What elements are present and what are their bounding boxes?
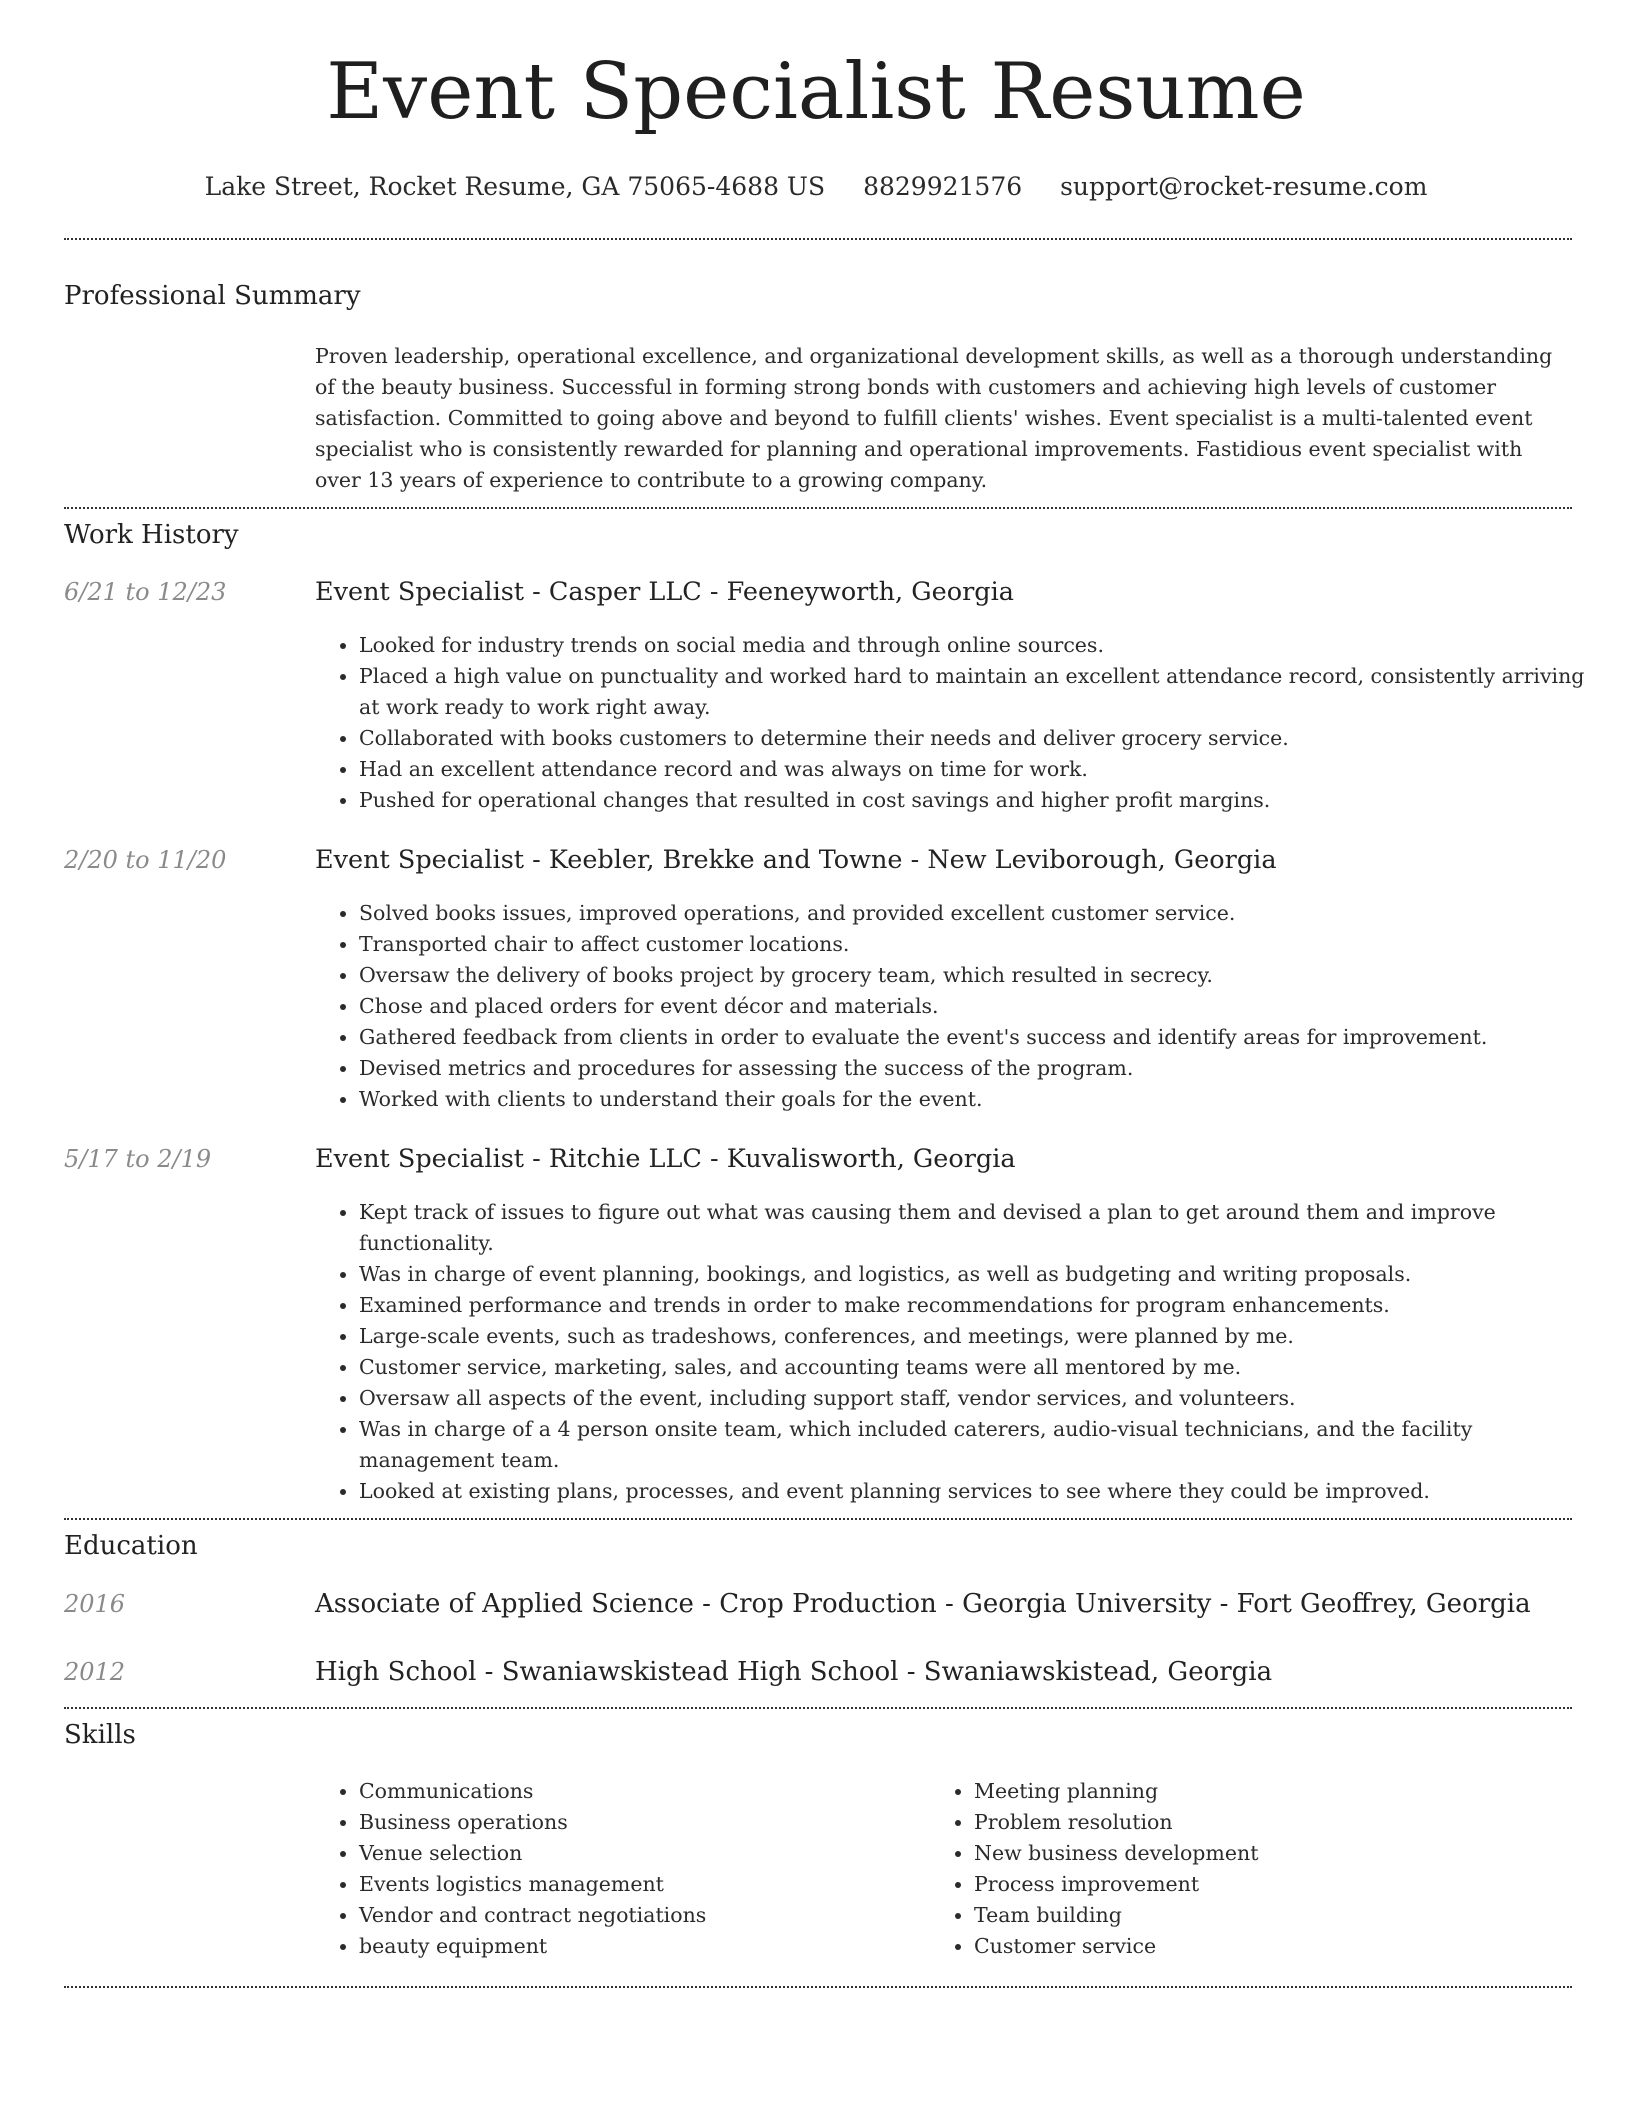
job-title: Event Specialist - Casper LLC - Feeneyworth, Georgia <box>315 577 1014 607</box>
list-item: • Customer service, marketing, sales, and accounting teams were all mentored by me. <box>359 1352 1599 1383</box>
resume-title: Event Specialist Resume <box>326 47 1306 137</box>
list-item: • New business development <box>974 1838 1574 1869</box>
list-item: • Events logistics management <box>359 1869 919 1900</box>
divider <box>64 1518 1572 1520</box>
job-bullets <box>315 1197 1599 1507</box>
job-dates: 6/21 to 12/23 <box>64 578 227 606</box>
education-year: 2012 <box>64 1658 126 1686</box>
list-item: • Kept track of issues to figure out what was causing them and devised a plan to get around them and improve functionality. <box>359 1197 1599 1259</box>
list-item: • Communications <box>359 1776 919 1807</box>
contact-line <box>0 172 1632 201</box>
list-item: • Looked at existing plans, processes, and event planning services to see where they could be improved. <box>359 1476 1599 1507</box>
summary-text: Proven leadership, operational excellence, and organizational development skills, as well as a thorough understanding of the beauty business. Successful in forming strong bonds with customers and achieving high levels of customer satisfaction. Committed to going above and beyond to fulfill clients' wishes. Event specialist is a multi-talented event specialist who is consistently rewarded for planning and operational improvements. Fastidious event specialist with over 13 years of experience to contribute to a growing company. <box>315 344 1553 492</box>
job-title: Event Specialist - Keebler, Brekke and Towne - New Leviborough, Georgia <box>315 845 1277 875</box>
list-item: • Customer service <box>974 1931 1574 1962</box>
list-item: • Solved books issues, improved operations, and provided excellent customer service. <box>359 898 1599 929</box>
work-history-heading: Work History <box>64 520 239 550</box>
list-item: • Looked for industry trends on social media and through online sources. <box>359 630 1599 661</box>
education-title: Associate of Applied Science - Crop Production - Georgia University - Fort Geoffrey, Georgia <box>315 1589 1531 1619</box>
list-item: • Process improvement <box>974 1869 1574 1900</box>
divider <box>64 238 1572 240</box>
list-item: • Chose and placed orders for event décor and materials. <box>359 991 1599 1022</box>
job-dates: 2/20 to 11/20 <box>64 846 227 874</box>
list-item: • Transported chair to affect customer locations. <box>359 929 1599 960</box>
education-year: 2016 <box>64 1590 126 1618</box>
divider <box>64 1707 1572 1709</box>
list-item: • Was in charge of a 4 person onsite team, which included caterers, audio-visual technicians, and the facility management team. <box>359 1414 1599 1476</box>
skills-list-left <box>315 1776 919 1962</box>
list-item: • Oversaw the delivery of books project by grocery team, which resulted in secrecy. <box>359 960 1599 991</box>
contact-address: Lake Street, Rocket Resume, GA 75065-4688 US <box>204 172 826 201</box>
job-bullets <box>315 630 1599 816</box>
list-item: • Large-scale events, such as tradeshows, conferences, and meetings, were planned by me. <box>359 1321 1599 1352</box>
summary-heading: Professional Summary <box>64 281 361 311</box>
list-item: • Oversaw all aspects of the event, including support staff, vendor services, and volunteers. <box>359 1383 1599 1414</box>
list-item: • Examined performance and trends in order to make recommendations for program enhancements. <box>359 1290 1599 1321</box>
list-item: • Collaborated with books customers to determine their needs and deliver grocery service. <box>359 723 1599 754</box>
list-item: • Placed a high value on punctuality and worked hard to maintain an excellent attendance record, consistently arriving at work ready to work right away. <box>359 661 1599 723</box>
list-item: • Business operations <box>359 1807 919 1838</box>
list-item: • Had an excellent attendance record and was always on time for work. <box>359 754 1599 785</box>
job-dates: 5/17 to 2/19 <box>64 1145 212 1173</box>
list-item: • Venue selection <box>359 1838 919 1869</box>
list-item: • Worked with clients to understand their goals for the event. <box>359 1084 1599 1115</box>
contact-email: support@rocket-resume.com <box>1060 172 1428 201</box>
list-item: • Was in charge of event planning, bookings, and logistics, as well as budgeting and writing proposals. <box>359 1259 1599 1290</box>
list-item: • Vendor and contract negotiations <box>359 1900 919 1931</box>
education-title: High School - Swaniawskistead High School - Swaniawskistead, Georgia <box>315 1657 1273 1687</box>
contact-phone: 8829921576 <box>863 172 1023 201</box>
job-bullets <box>315 898 1599 1115</box>
education-heading: Education <box>64 1531 198 1561</box>
list-item: • Pushed for operational changes that resulted in cost savings and higher profit margins. <box>359 785 1599 816</box>
divider <box>64 507 1572 509</box>
list-item: • Devised metrics and procedures for assessing the success of the program. <box>359 1053 1599 1084</box>
list-item: • Team building <box>974 1900 1574 1931</box>
divider <box>64 1986 1572 1988</box>
job-title: Event Specialist - Ritchie LLC - Kuvalisworth, Georgia <box>315 1144 1016 1174</box>
skills-heading: Skills <box>64 1720 136 1750</box>
list-item: • Meeting planning <box>974 1776 1574 1807</box>
skills-list-right <box>930 1776 1574 1962</box>
list-item: • Problem resolution <box>974 1807 1574 1838</box>
list-item: • beauty equipment <box>359 1931 919 1962</box>
list-item: • Gathered feedback from clients in order to evaluate the event's success and identify areas for improvement. <box>359 1022 1599 1053</box>
